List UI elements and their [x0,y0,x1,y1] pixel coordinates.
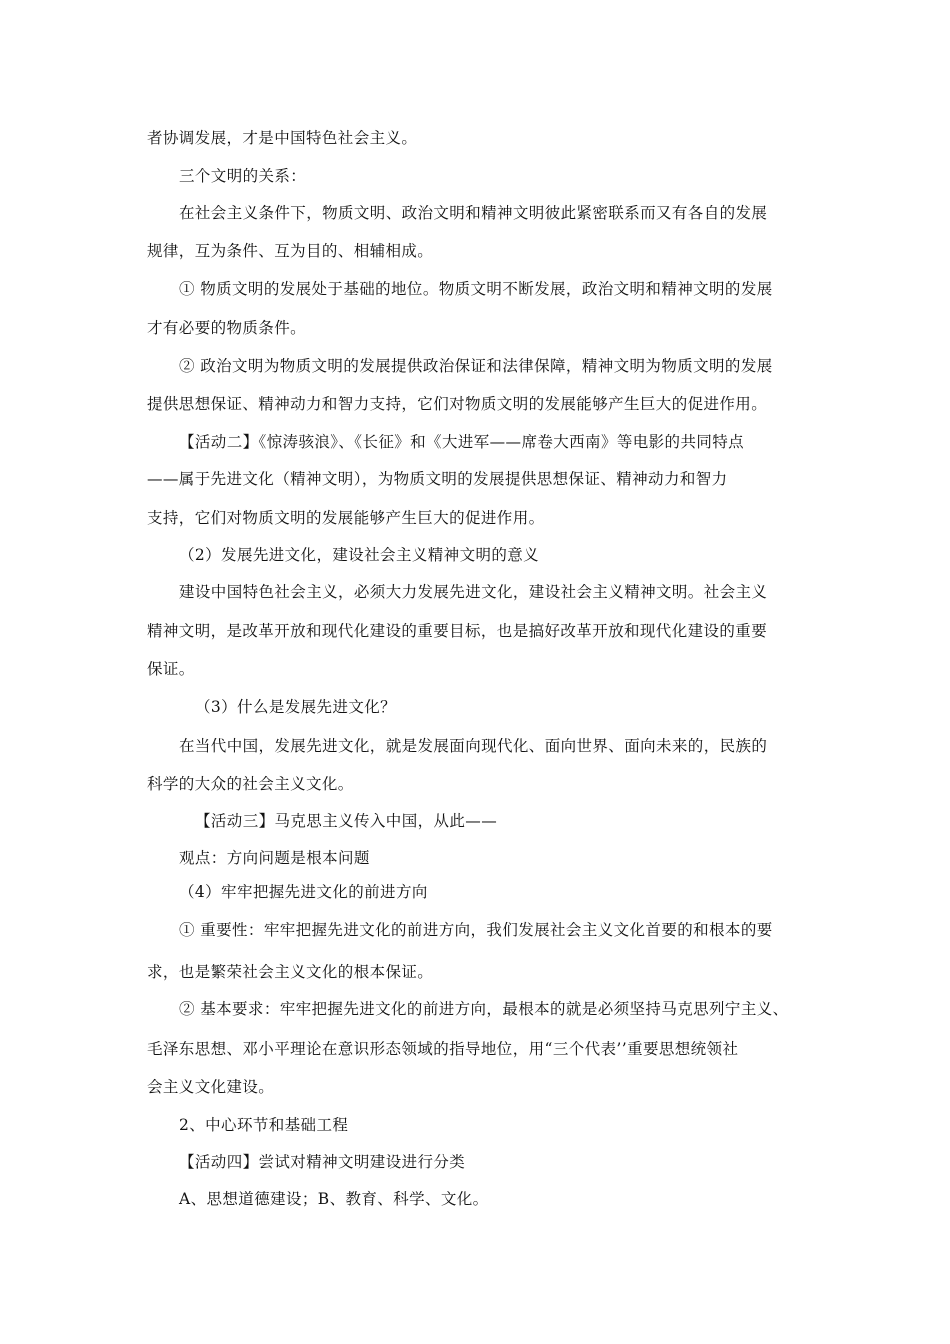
text-line-22: ① 重要性：牢牢把握先进文化的前进方向，我们发展社会主义文化首要的和根本的要 [179,921,773,939]
text-line-16: （3）什么是发展先进文化？ [195,698,397,716]
text-line-8: 提供思想保证、精神动力和智力支持，它们对物质文明的发展能够产生巨大的促进作用。 [147,395,768,413]
text-line-1: 者协调发展，才是中国特色社会主义。 [147,129,418,147]
text-line-7: ② 政治文明为物质文明的发展提供政治保证和法律保障，精神文明为物质文明的发展 [179,357,773,375]
text-line-15: 保证。 [147,660,195,678]
text-line-27: 2、中心环节和基础工程 [179,1116,349,1134]
text-line-10: ——属于先进文化（精神文明），为物质文明的发展提供思想保证、精神动力和智力 [147,470,728,488]
text-line-12: （2）发展先进文化，建设社会主义精神文明的意义 [179,546,540,564]
text-line-2: 三个文明的关系： [179,167,307,185]
text-line-9: 【活动二】《惊涛骇浪》、《长征》和《大进军——席卷大西南》等电影的共同特点 [179,433,745,451]
text-line-26: 会主义文化建设。 [147,1078,275,1096]
text-line-5: ① 物质文明的发展处于基础的地位。物质文明不断发展，政治文明和精神文明的发展 [179,280,773,298]
text-line-20: 观点：方向问题是根本问题 [179,849,370,867]
text-line-14: 精神文明，是改革开放和现代化建设的重要目标，也是搞好改革开放和现代化建设的重要 [147,622,768,640]
text-line-11: 支持，它们对物质文明的发展能够产生巨大的促进作用。 [147,509,545,527]
text-line-29: A、思想道德建设；B、教育、科学、文化。 [179,1190,489,1208]
text-line-21: （4）牢牢把握先进文化的前进方向 [179,883,428,901]
text-line-24: ② 基本要求：牢牢把握先进文化的前进方向，最根本的就是必须坚持马克思列宁主义、 [179,1000,789,1018]
text-line-3: 在社会主义条件下，物质文明、政治文明和精神文明彼此紧密联系而又有各自的发展 [179,204,768,222]
text-line-4: 规律，互为条件、互为目的、相辅相成。 [147,242,434,260]
text-line-13: 建设中国特色社会主义，必须大力发展先进文化，建设社会主义精神文明。社会主义 [179,583,768,601]
text-line-23: 求，也是繁荣社会主义文化的根本保证。 [147,963,434,981]
text-line-18: 科学的大众的社会主义文化。 [147,775,354,793]
text-line-17: 在当代中国，发展先进文化，就是发展面向现代化、面向世界、面向未来的，民族的 [179,737,768,755]
text-line-19: 【活动三】马克思主义传入中国，从此—— [195,812,498,830]
text-line-25: 毛泽东思想、邓小平理论在意识形态领域的指导地位，用“三个代表’’重要思想统领社 [147,1040,739,1058]
text-line-6: 才有必要的物质条件。 [147,319,307,337]
text-line-28: 【活动四】尝试对精神文明建设进行分类 [179,1153,466,1171]
